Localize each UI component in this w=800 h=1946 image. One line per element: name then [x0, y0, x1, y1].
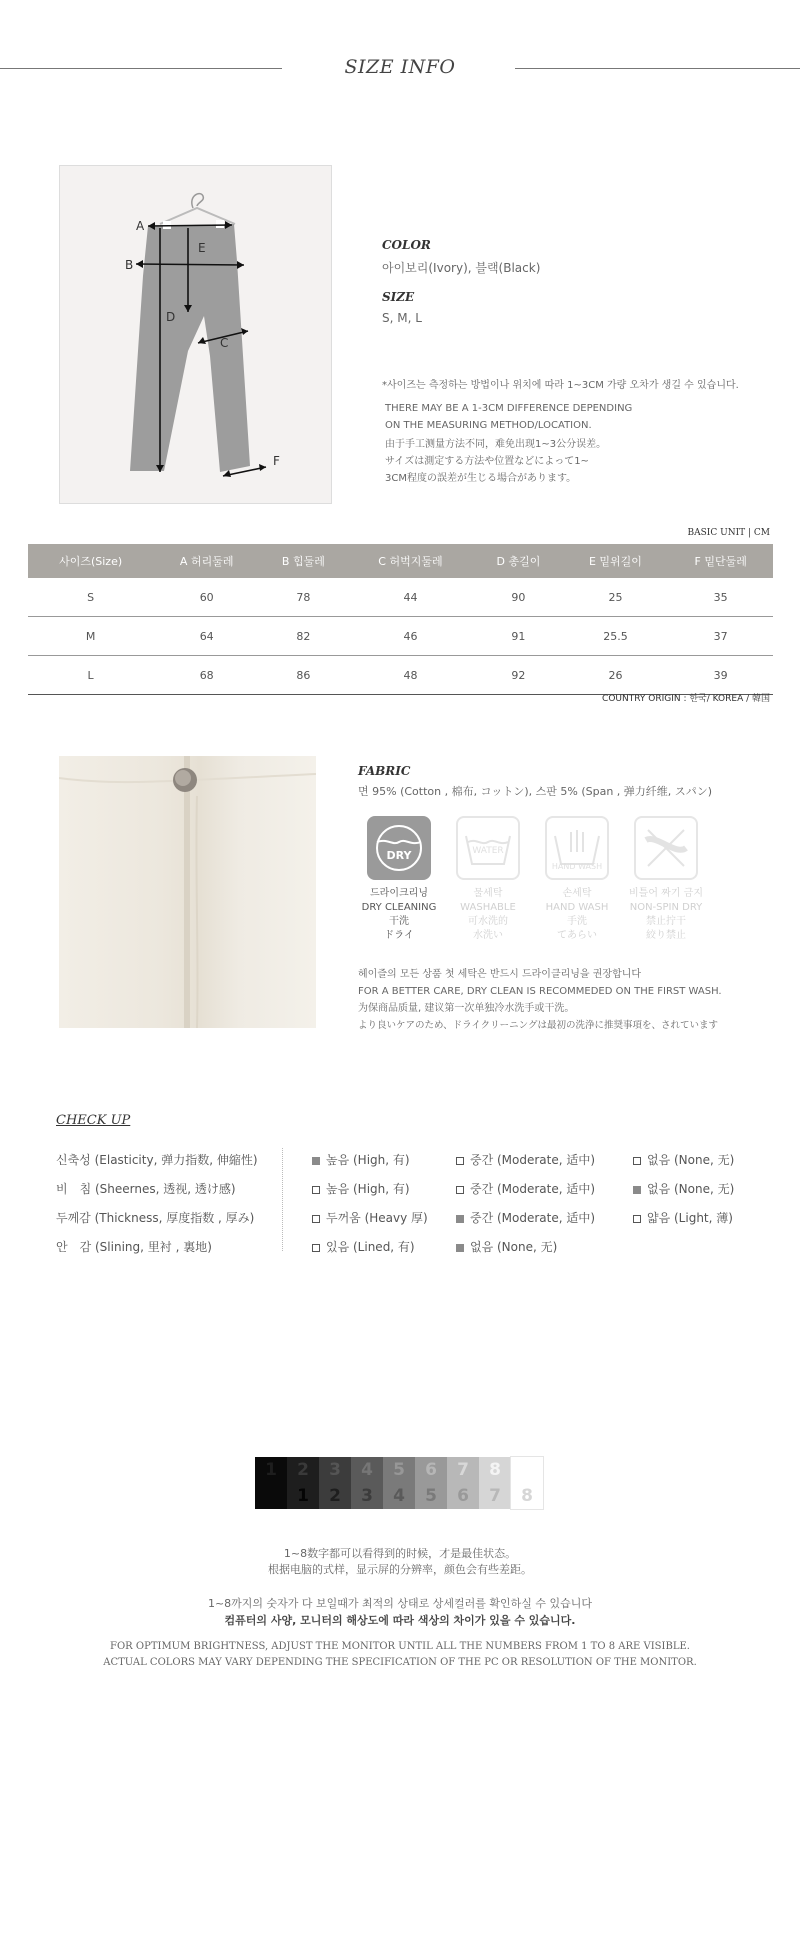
option-text: 없음 (None, 无) — [647, 1153, 735, 1167]
grayscale-bottom-number: 8 — [521, 1486, 533, 1506]
washable-icon — [456, 816, 520, 880]
dry-clean-label — [349, 887, 449, 943]
grayscale-bottom-number: 7 — [489, 1486, 501, 1506]
checked-box-icon — [456, 1215, 464, 1223]
size-value: S, M, L — [382, 311, 422, 325]
checkup-label-elasticity: 신축성 (Elasticity, 弹力指数, 伸縮性) — [56, 1153, 258, 1167]
unchecked-box-icon — [312, 1215, 320, 1223]
size-table-header — [28, 544, 773, 578]
checkup-label-lining: 안 감 (Slining, 里衬 , 裏地) — [56, 1240, 212, 1254]
table-cell: 25 — [563, 578, 669, 617]
diagram-label-e: E — [198, 241, 206, 255]
basic-unit-label: BASIC UNIT | CM — [687, 528, 770, 538]
unchecked-box-icon — [633, 1215, 641, 1223]
care-line: 干洗 — [389, 916, 409, 927]
dry-clean-icon — [367, 816, 431, 880]
note-chinese: 由于手工测量方法不同，难免出现1~3公分误差。 — [385, 439, 607, 450]
table-cell: 37 — [668, 617, 773, 656]
size-table — [28, 544, 773, 695]
checked-box-icon — [633, 1186, 641, 1194]
care-line: 손세탁 — [562, 888, 592, 899]
care-line: HAND WASH — [545, 902, 609, 913]
care-line: WASHABLE — [460, 902, 516, 913]
table-cell: 82 — [260, 617, 346, 656]
grayscale-cell — [255, 1457, 287, 1509]
care-note-japanese: より良いケアのため、ドライクリーニングは最初の洗浄に推奨事項を、されています — [358, 1020, 718, 1031]
note-korean: *사이즈는 측정하는 방법이나 위치에 따라 1~3CM 가량 오차가 생길 수 있습니다. — [382, 380, 739, 391]
header-cell: D 총길이 — [474, 544, 562, 578]
fabric-label: FABRIC — [358, 764, 411, 778]
diagram-label-a: A — [136, 219, 145, 233]
checkup-divider — [282, 1148, 283, 1251]
care-line: 可水洗的 — [468, 916, 508, 927]
table-cell: 91 — [474, 617, 562, 656]
grayscale-bottom-number: 6 — [457, 1486, 469, 1506]
diagram-label-b: B — [125, 258, 134, 272]
option-text: 있음 (Lined, 有) — [326, 1240, 415, 1254]
care-note-english: FOR A BETTER CARE, DRY CLEAN IS RECOMMEDED ON THE FIRST WASH. — [358, 986, 722, 997]
grayscale-bottom-number: 4 — [393, 1486, 405, 1506]
grayscale-top-number: 8 — [489, 1460, 501, 1480]
monitor-note-korean-2: 컴퓨터의 사양, 모니터의 해상도에 따라 색상의 차이가 있을 수 있습니다. — [224, 1614, 576, 1627]
header-cell: E 밑위길이 — [563, 544, 669, 578]
option-text: 중간 (Moderate, 适中) — [470, 1153, 596, 1167]
note-english-2: ON THE MEASURING METHOD/LOCATION. — [385, 420, 592, 431]
grayscale-bottom-number: 3 — [361, 1486, 373, 1506]
note-japanese-2: 3CM程度の誤差が生じる場合があります。 — [385, 473, 577, 484]
hand-wash-badge: HAND WASH — [551, 862, 603, 871]
grayscale-cell — [319, 1457, 351, 1509]
checkup-option — [633, 1151, 734, 1168]
care-line: 물세탁 — [473, 888, 503, 899]
table-cell: 78 — [260, 578, 346, 617]
table-cell: 35 — [668, 578, 773, 617]
monitor-note-english-1: FOR OPTIMUM BRIGHTNESS, ADJUST THE MONITOR UNTIL ALL THE NUMBERS FROM 1 TO 8 ARE VISIBLE. — [110, 1641, 690, 1652]
table-cell: 26 — [563, 656, 669, 695]
unchecked-box-icon — [312, 1244, 320, 1252]
care-line: 水洗い — [473, 930, 503, 941]
grayscale-cell — [479, 1457, 511, 1509]
size-label: SIZE — [382, 290, 415, 304]
table-cell: 44 — [347, 578, 475, 617]
fabric-value: 면 95% (Cotton , 棉布, コットン), 스판 5% (Span , 弹力纤维, スパン) — [358, 785, 713, 798]
checked-box-icon — [312, 1157, 320, 1165]
option-text: 얇음 (Light, 薄) — [647, 1211, 733, 1225]
checkup-label-thickness: 두께감 (Thickness, 厚度指数 , 厚み) — [56, 1211, 255, 1225]
grayscale-cell — [287, 1457, 319, 1509]
option-text: 없음 (None, 无) — [647, 1182, 735, 1196]
table-cell: M — [28, 617, 153, 656]
table-cell: S — [28, 578, 153, 617]
care-line: DRY CLEANING — [361, 902, 437, 913]
note-japanese-1: サイズは測定する方法や位置などによって1~ — [385, 456, 589, 467]
grayscale-bottom-number: 2 — [329, 1486, 341, 1506]
fabric-detail-photo — [59, 756, 316, 1028]
checkup-option — [312, 1180, 410, 1197]
care-line: NON-SPIN DRY — [629, 902, 703, 913]
grayscale-bottom-number: 1 — [297, 1486, 309, 1506]
care-note-chinese: 为保商品质量, 建议第一次单独冷水洗手或干洗。 — [358, 1003, 575, 1014]
color-label: COLOR — [382, 238, 431, 252]
monitor-note-korean-1: 1~8까지의 숫자가 다 보일때가 최적의 상태로 상세컬러를 확인하실 수 있습니다 — [207, 1597, 593, 1610]
table-cell: 39 — [668, 656, 773, 695]
hand-wash-icon — [545, 816, 609, 880]
header-cell: F 밑단둘레 — [668, 544, 773, 578]
monitor-note-english-2: ACTUAL COLORS MAY VARY DEPENDING THE SPECIFICATION OF THE PC OR RESOLUTION OF THE MONITOR. — [103, 1657, 697, 1668]
checkup-option — [633, 1209, 733, 1226]
diagram-label-f: F — [273, 454, 280, 468]
checkup-label-sheerness: 비 침 (Sheernes, 透视, 透け感) — [56, 1182, 236, 1196]
table-cell: 48 — [347, 656, 475, 695]
unchecked-box-icon — [456, 1186, 464, 1194]
grayscale-top-number: 1 — [265, 1460, 277, 1480]
checkup-option — [456, 1180, 595, 1197]
table-row — [28, 578, 773, 617]
checkup-option — [456, 1238, 557, 1255]
care-line: 禁止拧干 — [646, 916, 686, 927]
table-cell: 92 — [474, 656, 562, 695]
page-title: SIZE INFO — [344, 56, 456, 78]
pants-measurement-diagram — [59, 165, 332, 504]
washable-label — [438, 887, 538, 943]
diagram-label-c: C — [220, 336, 229, 350]
dry-clean-badge: DRY — [386, 849, 412, 862]
grayscale-cell — [415, 1457, 447, 1509]
table-row — [28, 656, 773, 695]
header-cell: C 허벅지둘레 — [347, 544, 475, 578]
unchecked-box-icon — [456, 1157, 464, 1165]
grayscale-cell — [511, 1457, 543, 1509]
note-english-1: THERE MAY BE A 1-3CM DIFFERENCE DEPENDING — [385, 403, 633, 414]
grayscale-top-number: 2 — [297, 1460, 309, 1480]
care-line: 絞り禁止 — [646, 930, 686, 941]
checked-box-icon — [456, 1244, 464, 1252]
option-text: 중간 (Moderate, 适中) — [470, 1182, 596, 1196]
country-origin: COUNTRY ORIGIN : 한국/ KOREA / 韓国 — [602, 694, 770, 704]
hand-wash-label — [527, 887, 627, 943]
unchecked-box-icon — [633, 1157, 641, 1165]
table-cell: 60 — [153, 578, 260, 617]
grayscale-top-number: 5 — [393, 1460, 405, 1480]
checkup-option — [312, 1151, 410, 1168]
grayscale-top-number: 4 — [361, 1460, 373, 1480]
diagram-label-d: D — [166, 310, 176, 324]
grayscale-cell — [351, 1457, 383, 1509]
checkup-option — [456, 1209, 595, 1226]
fabric-photo-illustration — [59, 756, 316, 1028]
grayscale-bottom-number: 5 — [425, 1486, 437, 1506]
grayscale-top-number: 3 — [329, 1460, 341, 1480]
no-spin-dry-icon — [634, 816, 698, 880]
option-text: 높음 (High, 有) — [326, 1182, 410, 1196]
care-note-korean: 헤이즐의 모든 상품 첫 세탁은 반드시 드라이클리닝을 권장합니다 — [358, 969, 642, 980]
checkup-option — [312, 1238, 415, 1255]
grayscale-top-number: 7 — [457, 1460, 469, 1480]
checkup-option — [312, 1209, 428, 1226]
grayscale-cell — [447, 1457, 479, 1509]
option-text: 중간 (Moderate, 适中) — [470, 1211, 596, 1225]
care-line: 비틀어 짜기 금지 — [629, 888, 703, 899]
option-text: 없음 (None, 无) — [470, 1240, 558, 1254]
no-spin-dry-label — [616, 887, 716, 943]
table-cell: 25.5 — [563, 617, 669, 656]
header-cell: 사이즈(Size) — [28, 544, 153, 578]
table-cell: 68 — [153, 656, 260, 695]
monitor-note-chinese-1: 1~8数字都可以看得到的时候，才是最佳状态。 — [283, 1547, 517, 1560]
table-row — [28, 617, 773, 656]
table-cell: 90 — [474, 578, 562, 617]
measurement-note — [382, 377, 782, 487]
table-cell: L — [28, 656, 153, 695]
pants-illustration — [60, 166, 333, 505]
color-value: 아이보리(Ivory), 블랙(Black) — [382, 261, 541, 275]
grayscale-top-number — [511, 1457, 543, 1483]
monitor-note-chinese-2: 根据电脑的式样，显示屏的分辨率，颜色会有些差距。 — [268, 1563, 532, 1576]
table-cell: 64 — [153, 617, 260, 656]
care-line: 드라이크리닝 — [370, 888, 428, 899]
care-line: ドライ — [384, 930, 414, 941]
unchecked-box-icon — [312, 1186, 320, 1194]
washable-badge: WATER — [472, 846, 504, 856]
table-cell: 46 — [347, 617, 475, 656]
table-cell: 86 — [260, 656, 346, 695]
grayscale-bottom-number — [255, 1483, 287, 1509]
care-line: 手洗 — [567, 916, 587, 927]
grayscale-cell — [383, 1457, 415, 1509]
grayscale-top-number: 6 — [425, 1460, 437, 1480]
header-cell: A 허리둘레 — [153, 544, 260, 578]
header-cell: B 힙둘레 — [260, 544, 346, 578]
option-text: 두꺼움 (Heavy 厚) — [326, 1211, 428, 1225]
checkup-title: CHECK UP — [56, 1113, 131, 1128]
care-line: てあらい — [557, 930, 597, 941]
care-note — [358, 966, 778, 1034]
option-text: 높음 (High, 有) — [326, 1153, 410, 1167]
checkup-option — [456, 1151, 595, 1168]
checkup-option — [633, 1180, 734, 1197]
